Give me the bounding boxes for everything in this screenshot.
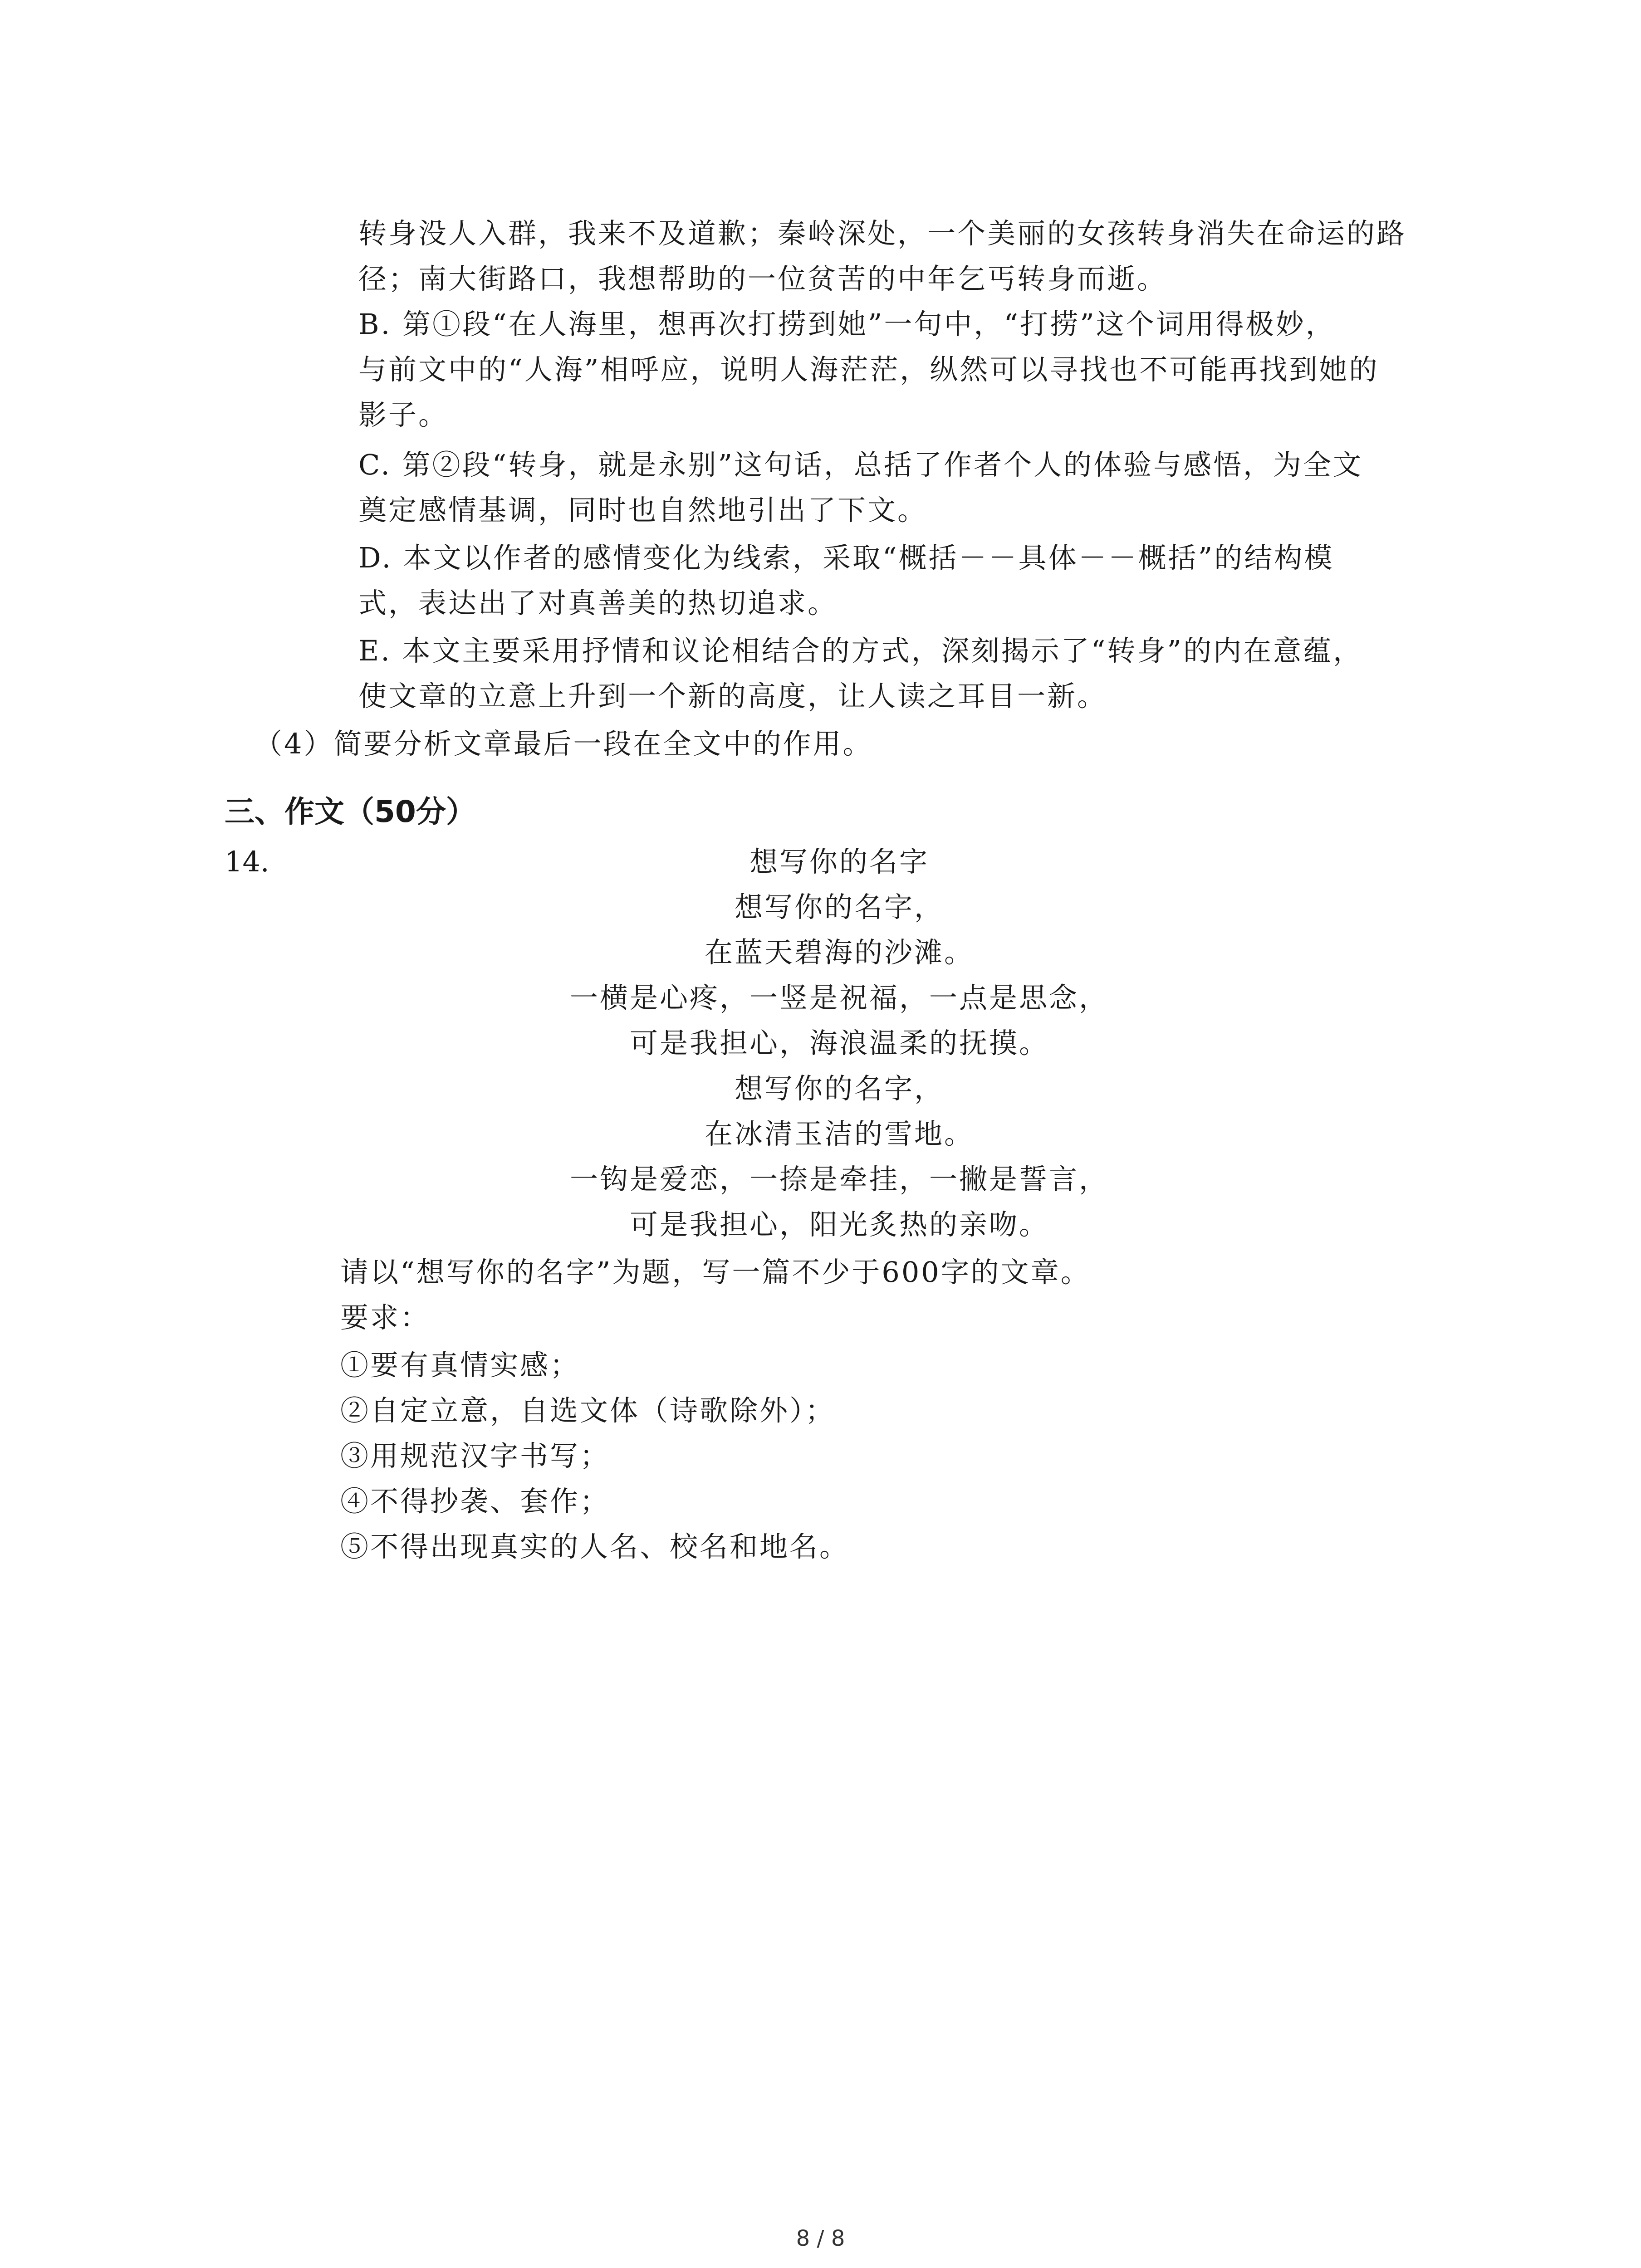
poem-line: 想写你的名字， — [734, 1072, 944, 1105]
option-b-line-3: 影子。 — [358, 398, 449, 431]
poem-line: 想写你的名字， — [734, 890, 944, 924]
option-e-line-1: E. 本文主要采用抒情和议论相结合的方式，深刻揭示了“转身”的内在意蕴， — [358, 634, 1363, 667]
poem-line: 在冰清玉洁的雪地。 — [704, 1117, 974, 1150]
requirement-item: ④不得抄袭、套作； — [340, 1485, 610, 1518]
poem-line: 可是我担心，海浪温柔的抚摸。 — [629, 1026, 1049, 1060]
option-b-line-2: 与前文中的“人海”相呼应，说明人海茫茫，纵然可以寻找也不可能再找到她的 — [358, 353, 1379, 386]
option-b-line-1: B. 第①段“在人海里，想再次打捞到她”一句中，“打捞”这个词用得极妙， — [358, 308, 1336, 341]
question-4: （4）简要分析文章最后一段在全文中的作用。 — [254, 727, 873, 760]
question-number: 14. — [225, 845, 269, 878]
poem-title: 想写你的名字 — [749, 845, 929, 878]
section-heading: 三、作文（50分） — [225, 794, 476, 829]
poem-line: 可是我担心，阳光炙热的亲吻。 — [629, 1208, 1049, 1241]
requirement-item: ⑤不得出现真实的人名、校名和地名。 — [340, 1530, 850, 1563]
poem-line: 在蓝天碧海的沙滩。 — [704, 936, 974, 969]
option-c-line-2: 奠定感情基调，同时也自然地引出了下文。 — [358, 494, 928, 527]
option-d-line-1: D. 本文以作者的感情变化为线索，采取“概括－－具体－－概括”的结构模 — [358, 541, 1334, 574]
requirement-item: ①要有真情实感； — [340, 1349, 580, 1382]
requirement-item: ③用规范汉字书写； — [340, 1439, 610, 1472]
option-d-line-2: 式，表达出了对真善美的热切追求。 — [358, 587, 838, 620]
requirements-label: 要求： — [340, 1301, 431, 1334]
page-number: 8 / 8 — [796, 2226, 845, 2251]
essay-prompt: 请以“想写你的名字”为题，写一篇不少于600字的文章。 — [340, 1256, 1091, 1289]
option-a-continued-line-1: 转身没人入群，我来不及道歉；秦岭深处，一个美丽的女孩转身消失在命运的路 — [358, 217, 1407, 250]
option-c-line-1: C. 第②段“转身，就是永别”这句话，总括了作者个人的体验与感悟，为全文 — [358, 448, 1363, 481]
poem-line: 一钩是爱恋，一捺是牵挂，一撇是誓言， — [569, 1163, 1109, 1196]
poem-line: 一横是心疼，一竖是祝福，一点是思念， — [569, 981, 1109, 1014]
option-e-line-2: 使文章的立意上升到一个新的高度，让人读之耳目一新。 — [358, 679, 1107, 713]
requirement-item: ②自定立意，自选文体（诗歌除外）； — [340, 1394, 836, 1427]
option-a-continued-line-2: 径；南大街路口，我想帮助的一位贫苦的中年乞丐转身而逝。 — [358, 262, 1167, 295]
